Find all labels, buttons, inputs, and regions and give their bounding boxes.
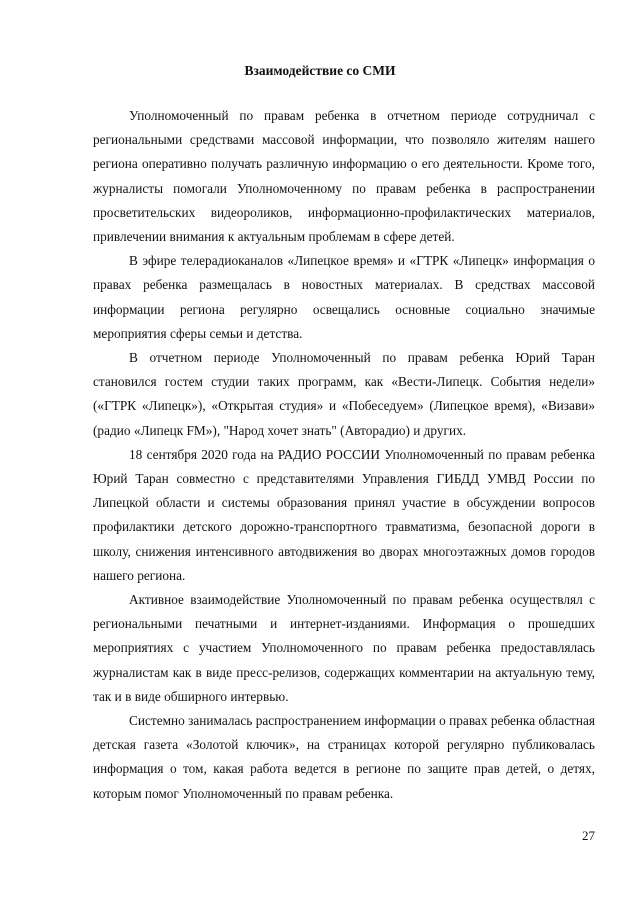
paragraph-4: 18 сентября 2020 года на РАДИО РОССИИ Уполномоченный по правам ребенка Юрий Таран совместно с представителями Управления ГИБДД УМВД России по Липецкой области и системы образования принял участие в обсуждении вопросов профилактики детского дорожно-транспортного травматизма, безопасной дороги в школу, снижения интенсивного автодвижения во дворах многоэтажных домов городов нашего региона. [93,446,595,583]
paragraph-1: Уполномоченный по правам ребенка в отчетном периоде сотрудничал с региональными средствами массовой информации, что позволяло жителям нашего региона оперативно получать различную информацию о его деятельности. Кроме того, журналисты помогали Уполномоченному по правам ребенка в распространении просветительских видеороликов, информационно-профилактических материалов, привлечении внимания к актуальным проблемам в сфере детей. [93,108,595,245]
paragraph-5: Активное взаимодействие Уполномоченный по правам ребенка осуществлял с региональными печатными и интернет-изданиями. Информация о прошедших мероприятиях с участием Уполномоченного по правам ребенка предоставлялась журналистам как в виде пресс-релизов, содержащих комментарии на актуальную тему, так и в виде обширного интервью. [93,592,595,704]
paragraph-3: В отчетном периоде Уполномоченный по правам ребенка Юрий Таран становился гостем студии таких программ, как «Вести-Липецк. События недели» («ГТРК «Липецк»), «Открытая студия» и «Побеседуем» (Липецкое время), «Визави» (радио «Липецк FM»), "Народ хочет знать" (Авторадио) и других. [93,350,595,438]
page-number: 27 [582,828,595,843]
paragraph-2: В эфире телерадиоканалов «Липецкое время» и «ГТРК «Липецк» информация о правах ребенка размещалась в новостных материалах. В средствах массовой информации региона регулярно освещались основные социально значимые мероприятия сферы семьи и детства. [93,253,595,341]
section-title: Взаимодействие со СМИ [244,63,396,78]
paragraph-6: Системно занималась распространением информации о правах ребенка областная детская газета «Золотой ключик», на страницах которой регулярно публиковалась информация о том, какая работа ведется в регионе по защите прав детей, о детях, которым помог Уполномоченный по правам ребенка. [93,713,595,801]
body-text [93,104,595,806]
